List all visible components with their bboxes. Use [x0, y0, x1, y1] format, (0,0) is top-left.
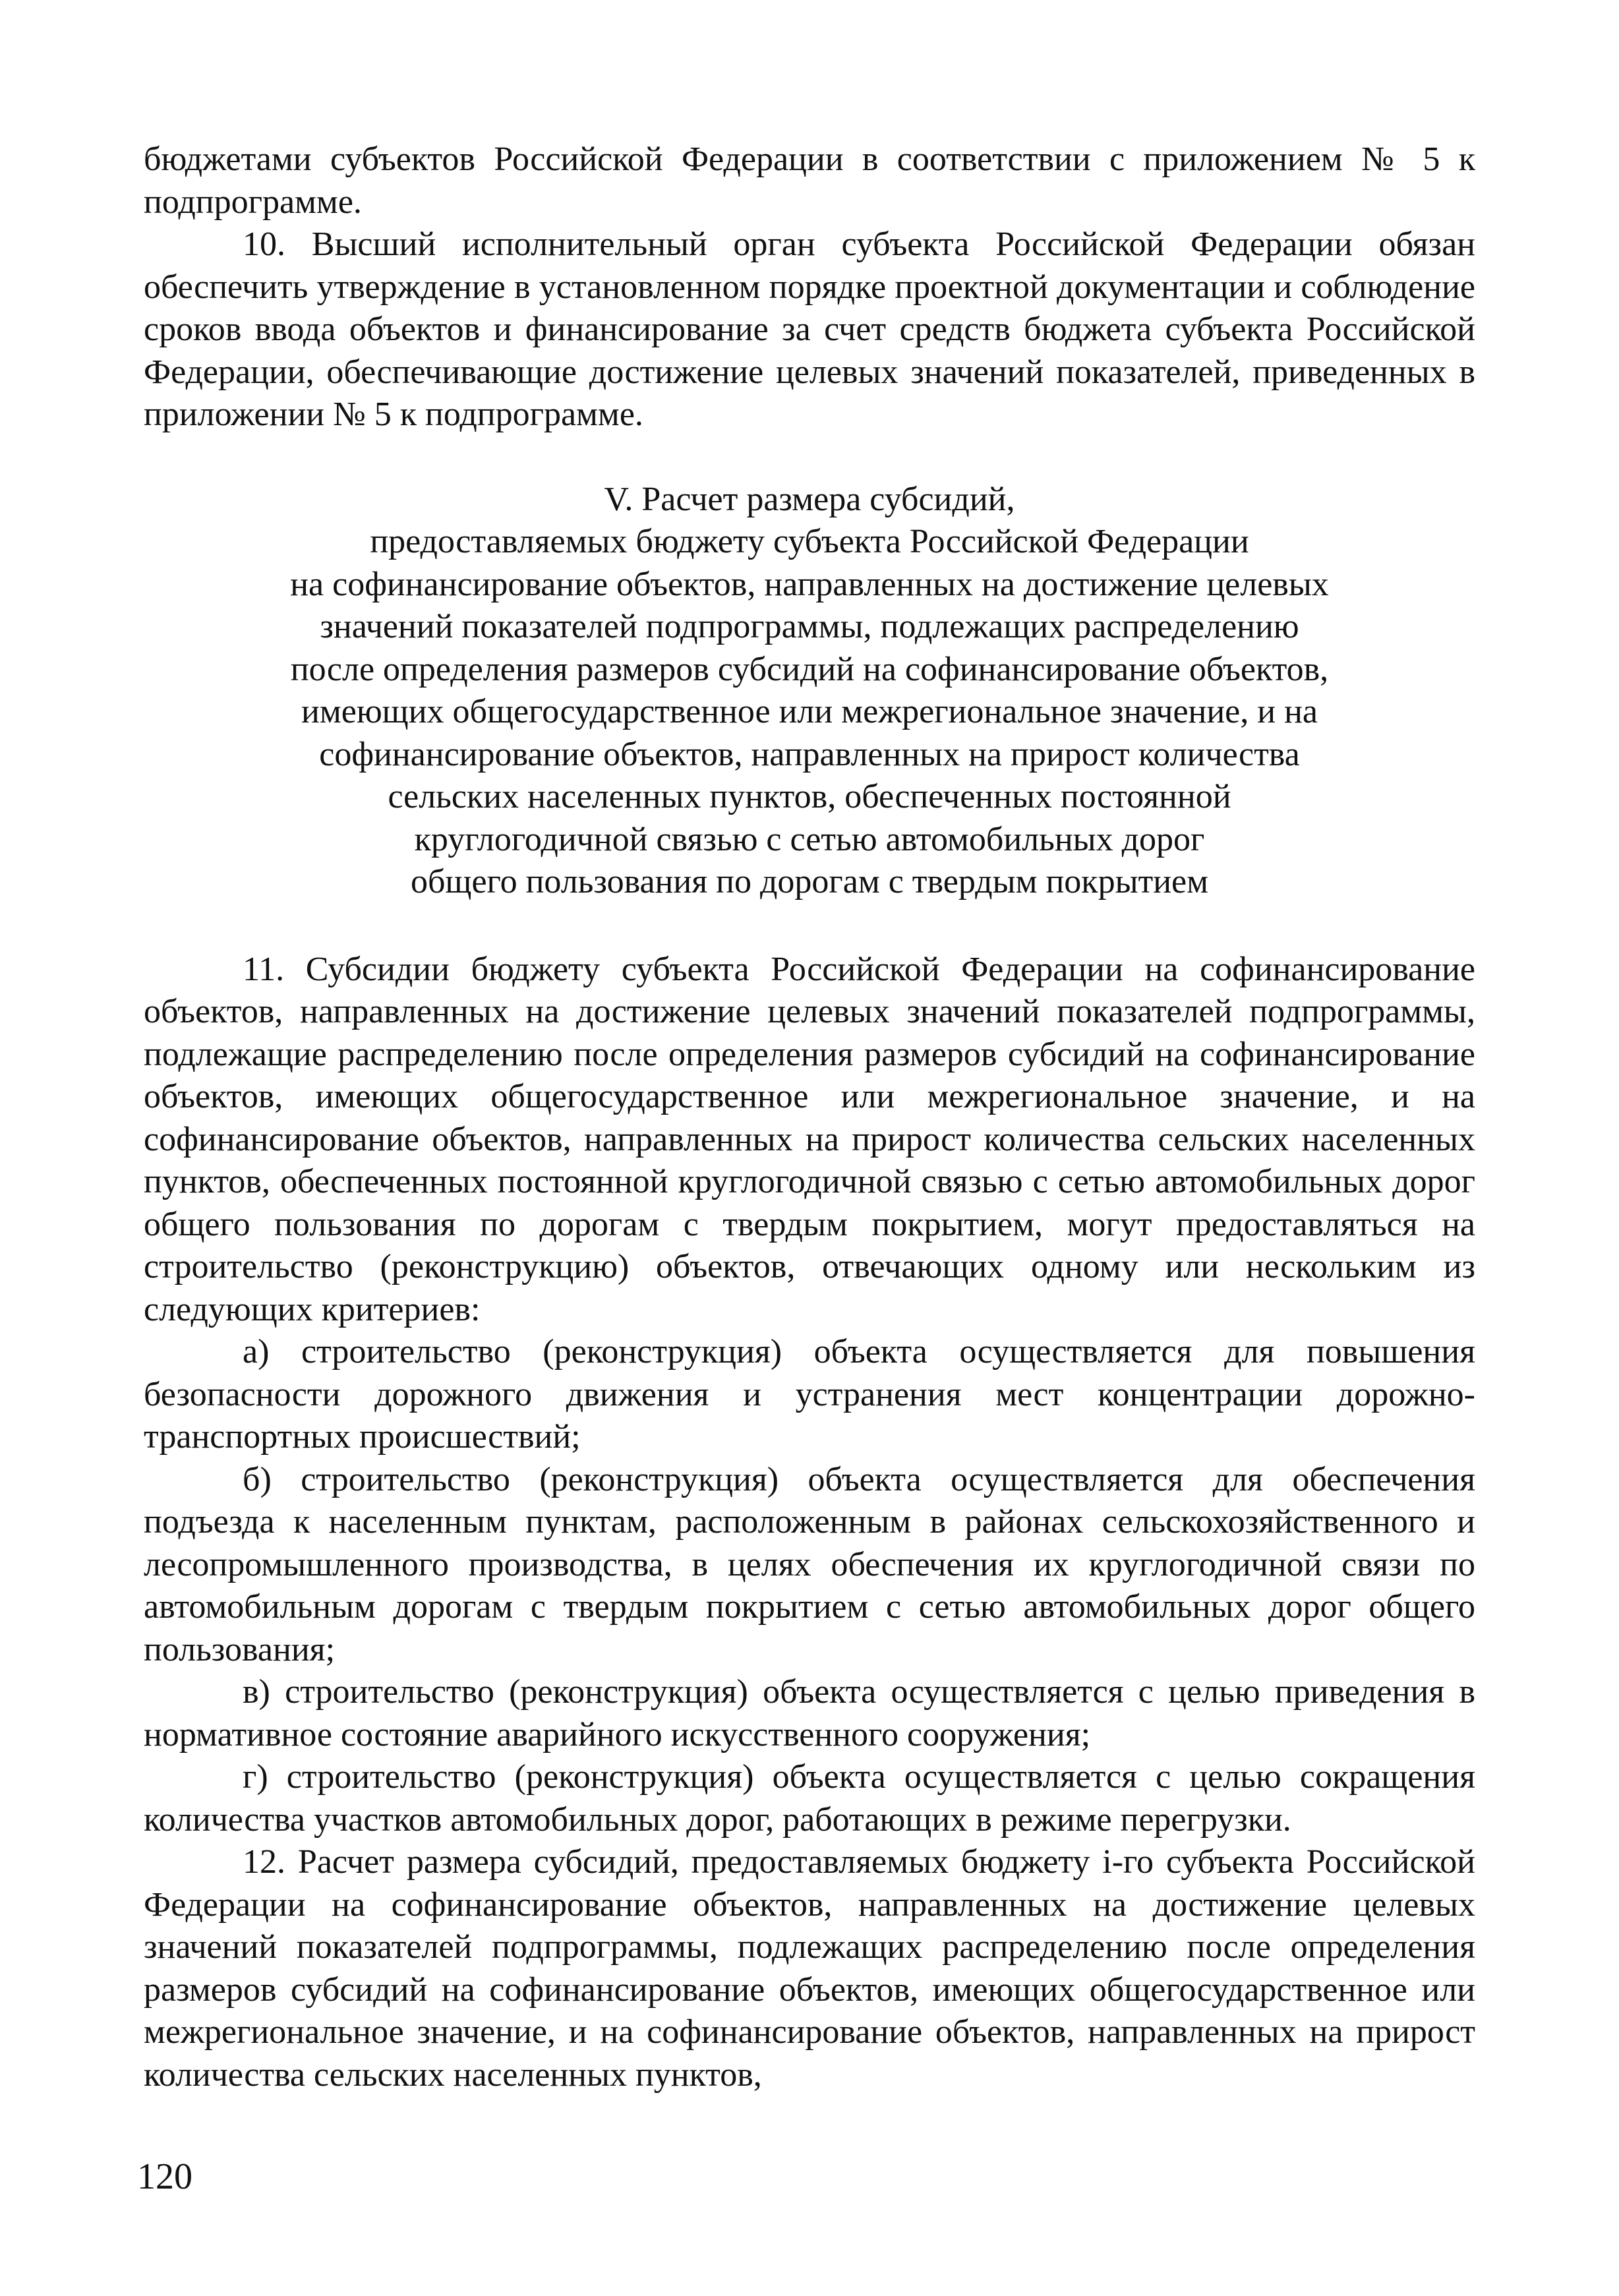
- heading-line: софинансирование объектов, направленных на прирост количества: [319, 735, 1300, 773]
- paragraph-10: 10. Высший исполнительный орган субъекта Российской Федерации обязан обеспечить утверждение в установленном порядке проектной документации и соблюдение сроков ввода объектов и финансирование за счет средств бюджета субъекта Российской Федерации, обеспечивающие достижение целевых значений показателей, приведенных в приложении № 5 к подпрограмме.: [144, 225, 1475, 433]
- heading-line: круглогодичной связью с сетью автомобильных дорог: [414, 820, 1205, 858]
- section-heading: [144, 479, 1475, 904]
- paragraph-continuation: бюджетами субъектов Российской Федерации в соответствии с приложением № 5 к подпрограмме.: [144, 140, 1475, 221]
- heading-line: значений показателей подпрограммы, подлежащих распределению: [320, 608, 1299, 645]
- heading-line: предоставляемых бюджету субъекта Российской Федерации: [370, 523, 1249, 560]
- criterion-v: в) строительство (реконструкция) объекта осуществляется с целью приведения в нормативное состояние аварийного искусственного сооружения;: [144, 1673, 1475, 1753]
- heading-line: V. Расчет размера субсидий,: [604, 480, 1015, 518]
- criterion-a: а) строительство (реконструкция) объекта осуществляется для повышения безопасности дорожного движения и устранения мест концентрации дорожно-транспортных происшествий;: [144, 1333, 1475, 1456]
- heading-line: после определения размеров субсидий на софинансирование объектов,: [290, 650, 1329, 688]
- paragraph-12: 12. Расчет размера субсидий, предоставляемых бюджету i-го субъекта Российской Федерации на софинансирование объектов, направленных на достижение целевых значений показателей подпрограммы, подлежащих распределению после определения размеров субсидий на софинансирование объектов, имеющих общегосударственное или межрегиональное значение, и на софинансирование объектов, направленных на прирост количества сельских населенных пунктов,: [144, 1843, 1475, 2094]
- document-page: [144, 138, 1475, 2096]
- criterion-g: г) строительство (реконструкция) объекта осуществляется с целью сокращения количества участков автомобильных дорог, работающих в режиме перегрузки.: [144, 1758, 1475, 1839]
- page-number: 120: [137, 2156, 192, 2197]
- heading-line: имеющих общегосударственное или межрегиональное значение, и на: [301, 693, 1318, 730]
- paragraph-11: 11. Субсидии бюджету субъекта Российской Федерации на софинансирование объектов, направленных на достижение целевых значений показателей подпрограммы, подлежащие распределению после определения размеров субсидий на софинансирование объектов, имеющих общегосударственное или межрегиональное значение, и на софинансирование объектов, направленных на прирост количества сельских населенных пунктов, обеспеченных постоянной круглогодичной связью с сетью автомобильных дорог общего пользования по дорогам с твердым покрытием, могут предоставляться на строительство (реконструкцию) объектов, отвечающих одному или нескольким из следующих критериев:: [144, 950, 1475, 1328]
- heading-line: сельских населенных пунктов, обеспеченных постоянной: [388, 778, 1231, 815]
- heading-line: общего пользования по дорогам с твердым покрытием: [410, 863, 1209, 900]
- heading-line: на софинансирование объектов, направленных на достижение целевых: [290, 565, 1329, 603]
- criterion-b: б) строительство (реконструкция) объекта осуществляется для обеспечения подъезда к населенным пунктам, расположенным в районах сельскохозяйственного и лесопромышленного производства, в целях обеспечения их круглогодичной связи по автомобильным дорогам с твердым покрытием с сетью автомобильных дорог общего пользования;: [144, 1460, 1475, 1668]
